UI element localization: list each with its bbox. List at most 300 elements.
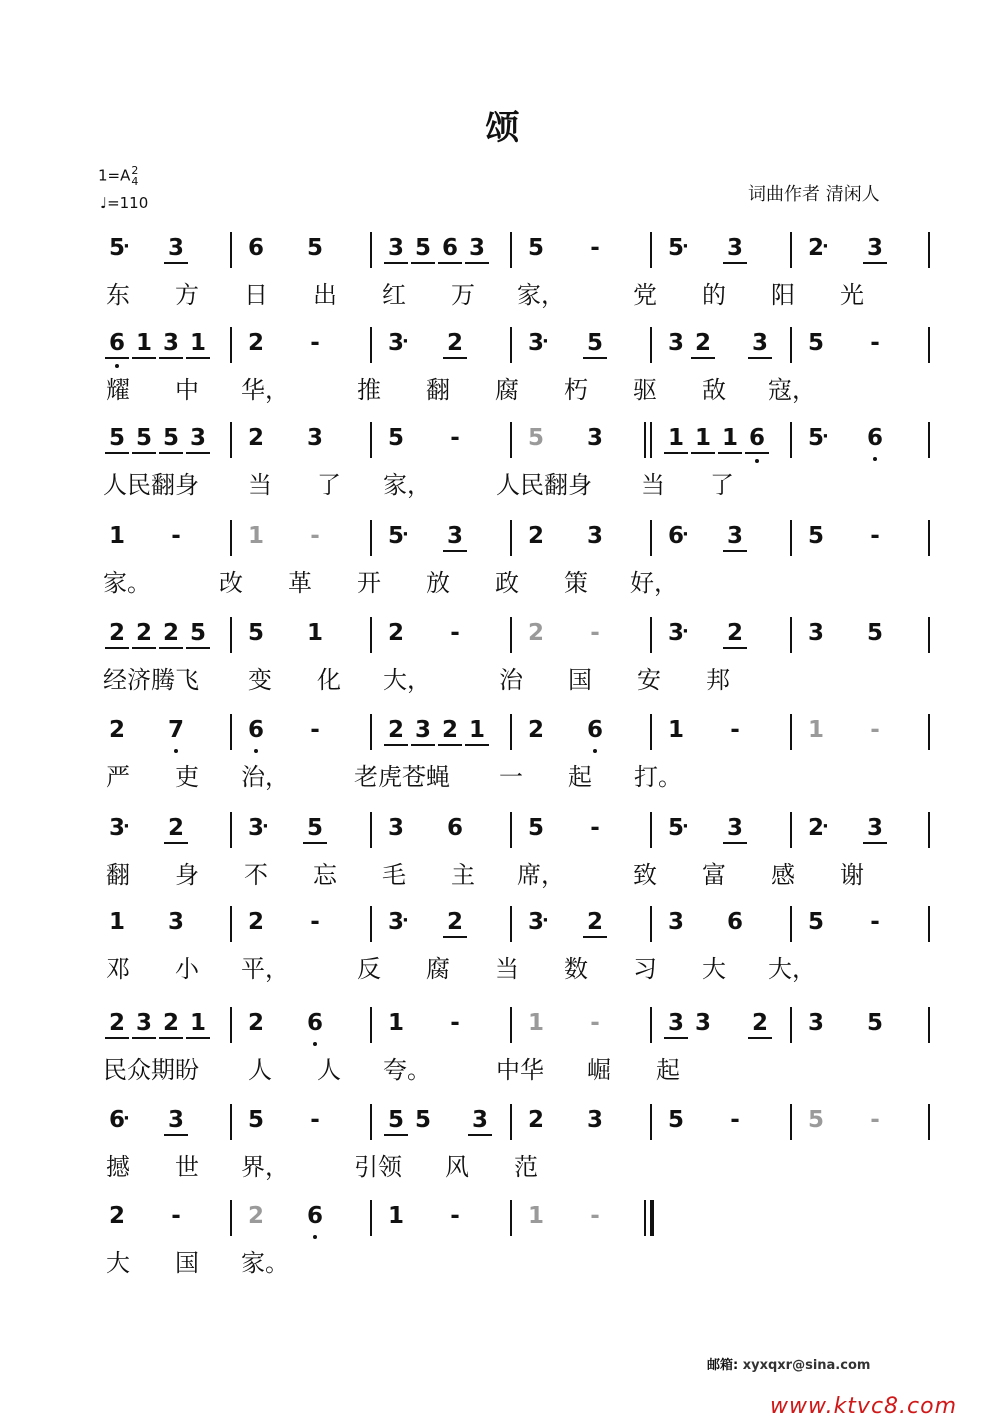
barline <box>790 906 792 942</box>
note: 3 <box>807 1010 824 1036</box>
dash-note: - <box>590 235 600 261</box>
note: 2 <box>527 717 544 743</box>
notation-row <box>0 232 1005 272</box>
dash-note: - <box>310 1107 320 1133</box>
lyric: 平， <box>241 955 289 983</box>
note: 5 <box>807 523 824 549</box>
barline <box>370 617 372 653</box>
note: 3 · <box>667 620 689 646</box>
note: 6 <box>438 234 462 264</box>
note: 2 <box>384 716 408 746</box>
note: 3 · <box>387 330 409 356</box>
note: 2 <box>583 908 607 938</box>
notation-row <box>0 520 1005 560</box>
lyric: 耀 <box>106 376 130 404</box>
barline <box>370 812 372 848</box>
note: 5 <box>807 909 824 935</box>
song-title: 颂 <box>485 108 520 148</box>
note: 5 <box>527 425 544 451</box>
lyric: 朽 <box>564 376 588 404</box>
score-system <box>0 617 1005 712</box>
barline <box>928 520 930 556</box>
note: 2 <box>527 523 544 549</box>
barline <box>650 617 652 653</box>
barline <box>790 812 792 848</box>
note: 3 <box>411 716 435 746</box>
note: 2 <box>105 619 129 649</box>
note: 3 <box>586 523 603 549</box>
note: 3 <box>694 1010 711 1036</box>
barline <box>510 520 512 556</box>
lyric: 谢 <box>840 861 864 889</box>
time-signature <box>131 165 138 187</box>
barline <box>510 714 512 750</box>
note: 6 <box>303 1202 327 1230</box>
barline <box>650 232 652 268</box>
dash-note: - <box>310 717 320 743</box>
barline <box>510 617 512 653</box>
note: 6 <box>863 424 887 452</box>
lyric: 夸。 <box>383 1056 431 1084</box>
note: 2 <box>159 619 183 649</box>
dash-note: - <box>590 1010 600 1036</box>
lyric: 人 <box>317 1056 341 1084</box>
lyric: 身 <box>175 861 199 889</box>
note: 6 <box>446 815 463 841</box>
lyrics-row <box>0 762 1005 792</box>
website-watermark[interactable]: www.ktvc8.com <box>770 1394 958 1419</box>
note: 1 <box>306 620 323 646</box>
lyric: 家， <box>383 471 431 499</box>
email-address[interactable]: xyxqxr@sina.com <box>742 1358 871 1373</box>
note: 2 <box>132 619 156 649</box>
dash-note: - <box>171 1203 181 1229</box>
lyric: 严 <box>106 763 130 791</box>
note: 3 · <box>387 909 409 935</box>
lyric: 撼 <box>106 1153 130 1181</box>
lyric: 忘 <box>313 861 337 889</box>
double-barline <box>650 422 652 458</box>
note: 6 · <box>108 1107 130 1133</box>
barline <box>650 327 652 363</box>
dash-note: - <box>730 1107 740 1133</box>
lyric: 风 <box>445 1153 469 1181</box>
note: 1 <box>387 1010 404 1036</box>
dash-note: - <box>730 717 740 743</box>
score-system <box>0 906 1005 1001</box>
lyric: 人 <box>248 1056 272 1084</box>
note: 3 <box>468 1106 492 1136</box>
note: 3 · <box>527 330 549 356</box>
key-label: 1=A <box>98 166 131 185</box>
barline <box>230 422 232 458</box>
note: 2 <box>247 909 264 935</box>
notation-row <box>0 327 1005 367</box>
note: 6 <box>303 1009 327 1037</box>
dash-note: - <box>870 330 880 356</box>
note: 2 <box>527 1107 544 1133</box>
barline <box>230 1007 232 1043</box>
lyric: 化 <box>317 666 341 694</box>
note: 5 · <box>667 815 689 841</box>
barline <box>230 714 232 750</box>
note: 2 <box>723 619 747 649</box>
note: 5 <box>411 234 435 264</box>
note: 1 <box>527 1203 544 1229</box>
lyric: 家。 <box>241 1249 289 1277</box>
score-system <box>0 327 1005 422</box>
note: 5 · <box>108 235 130 261</box>
dash-note: - <box>450 620 460 646</box>
dash-note: - <box>450 1203 460 1229</box>
note: 2 <box>387 620 404 646</box>
note: 5 <box>414 1107 431 1133</box>
note: 3 <box>664 1009 688 1039</box>
notation-row <box>0 812 1005 852</box>
lyric: 当 <box>248 471 272 499</box>
barline <box>230 1104 232 1140</box>
note: 1 <box>132 329 156 359</box>
time-bottom: 4 <box>131 175 139 188</box>
lyric: 开 <box>357 569 381 597</box>
dash-note: - <box>310 909 320 935</box>
lyric: 起 <box>656 1056 680 1084</box>
lyric: 了 <box>317 471 341 499</box>
notation-row <box>0 714 1005 754</box>
note: 3 <box>384 234 408 264</box>
note: 5 <box>807 1107 824 1133</box>
note: 3 <box>167 909 184 935</box>
tempo-mark: ♩=110 <box>100 194 149 212</box>
lyric: 毛 <box>382 861 406 889</box>
note: 3 <box>443 522 467 552</box>
note: 3 · <box>527 909 549 935</box>
barline <box>230 617 232 653</box>
dash-note: - <box>590 1203 600 1229</box>
lyric: 邓 <box>106 955 130 983</box>
lyric: 华， <box>241 376 289 404</box>
lyric: 打。 <box>634 763 682 791</box>
note: 2 · <box>807 815 829 841</box>
dash-note: - <box>590 815 600 841</box>
lyrics-row <box>0 568 1005 598</box>
lyric: 大， <box>383 666 431 694</box>
lyric: 界， <box>241 1153 289 1181</box>
note: 2 <box>527 620 544 646</box>
note: 6 <box>726 909 743 935</box>
note: 2 <box>691 329 715 359</box>
note: 6 <box>583 716 607 744</box>
lyric: 大， <box>768 955 816 983</box>
lyrics-row <box>0 860 1005 890</box>
lyric: 邦 <box>706 666 730 694</box>
barline <box>928 812 930 848</box>
dash-note: - <box>450 425 460 451</box>
lyric: 改 <box>219 569 243 597</box>
note: 2 <box>443 908 467 938</box>
time-top: 2 <box>131 164 139 177</box>
note: 6 <box>244 716 268 744</box>
note: 1 <box>108 909 125 935</box>
lyric: 一 <box>499 763 523 791</box>
barline <box>928 422 930 458</box>
note: 5 <box>132 424 156 454</box>
note: 2 · <box>807 235 829 261</box>
note: 1 <box>527 1010 544 1036</box>
dash-note: - <box>171 523 181 549</box>
note: 5 <box>527 815 544 841</box>
barline <box>650 906 652 942</box>
barline <box>510 906 512 942</box>
barline <box>370 906 372 942</box>
barline <box>790 1007 792 1043</box>
note: 5 <box>247 620 264 646</box>
note: 5 <box>583 329 607 359</box>
dash-note: - <box>310 330 320 356</box>
score-system <box>0 1007 1005 1102</box>
note: 2 <box>247 1203 264 1229</box>
lyrics-row <box>0 1055 1005 1085</box>
barline <box>510 1200 512 1236</box>
note: 3 <box>159 329 183 359</box>
barline <box>370 1104 372 1140</box>
note: 1 <box>465 716 489 746</box>
note: 5 · <box>387 523 409 549</box>
lyric: 范 <box>514 1153 538 1181</box>
lyric: 引领 <box>354 1153 402 1181</box>
note: 6 · <box>667 523 689 549</box>
barline <box>790 327 792 363</box>
note: 2 <box>443 329 467 359</box>
lyric: 放 <box>426 569 450 597</box>
lyric: 出 <box>313 281 337 309</box>
notation-row <box>0 1007 1005 1047</box>
lyric: 家。 <box>103 569 151 597</box>
lyric: 民众期盼 <box>103 1056 199 1084</box>
barline <box>790 1104 792 1140</box>
lyric: 安 <box>637 666 661 694</box>
barline <box>928 714 930 750</box>
lyric: 数 <box>564 955 588 983</box>
note: 1 <box>718 424 742 454</box>
note: 5 <box>105 424 129 454</box>
note: 3 <box>164 234 188 264</box>
lyric: 寇， <box>768 376 816 404</box>
note: 3 <box>863 234 887 264</box>
barline <box>790 617 792 653</box>
barline <box>370 327 372 363</box>
note: 1 <box>108 523 125 549</box>
barline <box>510 1007 512 1043</box>
note: 3 <box>748 329 772 359</box>
score-system <box>0 714 1005 809</box>
lyric: 中 <box>175 376 199 404</box>
note: 2 <box>247 330 264 356</box>
note: 5 · <box>807 425 829 451</box>
lyric: 人民翻身 <box>496 471 592 499</box>
note: 3 <box>465 234 489 264</box>
lyric: 方 <box>175 281 199 309</box>
note: 2 <box>748 1009 772 1039</box>
barline <box>230 1200 232 1236</box>
note: 5 <box>807 330 824 356</box>
score-system <box>0 1200 1005 1295</box>
dash-note: - <box>870 717 880 743</box>
lyric: 老虎苍蝇 <box>354 763 450 791</box>
author-credit: 词曲作者 清闲人 <box>748 184 880 205</box>
lyric: 大 <box>106 1249 130 1277</box>
score-system <box>0 232 1005 327</box>
lyric: 家， <box>517 281 565 309</box>
dash-note: - <box>590 620 600 646</box>
lyric: 革 <box>288 569 312 597</box>
notation-row <box>0 617 1005 657</box>
note: 1 <box>667 717 684 743</box>
barline <box>510 812 512 848</box>
barline <box>230 232 232 268</box>
lyric: 腐 <box>426 955 450 983</box>
note: 5 <box>866 1010 883 1036</box>
lyric: 大 <box>702 955 726 983</box>
dash-note: - <box>870 523 880 549</box>
lyric: 党 <box>633 281 657 309</box>
barline <box>370 1200 372 1236</box>
note: 2 <box>247 1010 264 1036</box>
note: 2 <box>164 814 188 844</box>
note: 3 <box>667 330 684 356</box>
double-barline-inner <box>644 422 646 458</box>
barline <box>650 520 652 556</box>
note: 5 <box>306 235 323 261</box>
lyric: 推 <box>357 376 381 404</box>
note: 2 <box>159 1009 183 1039</box>
lyric: 吏 <box>175 763 199 791</box>
barline <box>928 906 930 942</box>
lyric: 好， <box>630 569 678 597</box>
barline <box>370 422 372 458</box>
note: 2 <box>247 425 264 451</box>
lyric: 治 <box>499 666 523 694</box>
lyric: 红 <box>382 281 406 309</box>
lyric: 致 <box>633 861 657 889</box>
lyric: 国 <box>175 1249 199 1277</box>
note: 5 <box>159 424 183 454</box>
barline <box>928 327 930 363</box>
note: 5 <box>667 1107 684 1133</box>
lyric: 政 <box>495 569 519 597</box>
lyric: 习 <box>633 955 657 983</box>
score-system <box>0 422 1005 517</box>
note: 1 <box>807 717 824 743</box>
notation-row <box>0 906 1005 946</box>
notation-row <box>0 422 1005 462</box>
barline <box>510 1104 512 1140</box>
lyrics-row <box>0 954 1005 984</box>
barline <box>370 714 372 750</box>
lyric: 感 <box>771 861 795 889</box>
note: 3 <box>186 424 210 454</box>
note: 5 <box>384 1106 408 1136</box>
note: 3 · <box>247 815 269 841</box>
double-barline <box>650 1200 654 1236</box>
note: 3 <box>586 425 603 451</box>
barline <box>370 232 372 268</box>
lyric: 敌 <box>702 376 726 404</box>
lyric: 主 <box>451 861 475 889</box>
note: 1 <box>387 1203 404 1229</box>
barline <box>230 327 232 363</box>
lyric: 翻 <box>426 376 450 404</box>
dash-note: - <box>870 1107 880 1133</box>
lyric: 小 <box>175 955 199 983</box>
note: 5 · <box>667 235 689 261</box>
barline <box>790 714 792 750</box>
note: 5 <box>247 1107 264 1133</box>
lyric: 不 <box>244 861 268 889</box>
key-signature <box>98 165 138 187</box>
lyric: 变 <box>248 666 272 694</box>
double-barline-inner <box>644 1200 646 1236</box>
lyric: 腐 <box>495 376 519 404</box>
lyric: 光 <box>840 281 864 309</box>
note: 2 <box>438 716 462 746</box>
lyric: 世 <box>175 1153 199 1181</box>
barline <box>230 520 232 556</box>
lyric: 阳 <box>771 281 795 309</box>
note: 3 <box>164 1106 188 1136</box>
note: 7 <box>164 716 188 744</box>
barline <box>510 327 512 363</box>
lyric: 席， <box>517 861 565 889</box>
score-system <box>0 520 1005 615</box>
note: 2 <box>108 717 125 743</box>
barline <box>790 520 792 556</box>
email-label: 邮箱: <box>707 1358 739 1373</box>
note: 1 <box>186 1009 210 1039</box>
dash-note: - <box>870 909 880 935</box>
barline <box>790 232 792 268</box>
note: 3 <box>723 814 747 844</box>
barline <box>928 1007 930 1043</box>
barline <box>928 617 930 653</box>
lyric: 驱 <box>633 376 657 404</box>
note: 5 <box>866 620 883 646</box>
note: 2 <box>108 1203 125 1229</box>
lyric: 了 <box>710 471 734 499</box>
lyric: 策 <box>564 569 588 597</box>
email-line <box>707 1354 870 1373</box>
note: 3 <box>306 425 323 451</box>
lyric: 国 <box>568 666 592 694</box>
lyrics-row <box>0 280 1005 310</box>
lyric: 中华 <box>496 1056 544 1084</box>
barline <box>650 1007 652 1043</box>
note: 3 <box>586 1107 603 1133</box>
lyric: 治， <box>241 763 289 791</box>
lyric: 人民翻身 <box>103 471 199 499</box>
barline <box>928 1104 930 1140</box>
barline <box>370 520 372 556</box>
note: 3 <box>132 1009 156 1039</box>
lyric: 翻 <box>106 861 130 889</box>
note: 3 <box>387 815 404 841</box>
barline <box>510 232 512 268</box>
score-system <box>0 1104 1005 1199</box>
barline <box>230 906 232 942</box>
lyric: 东 <box>106 281 130 309</box>
lyrics-row <box>0 665 1005 695</box>
note: 6 <box>745 424 769 454</box>
